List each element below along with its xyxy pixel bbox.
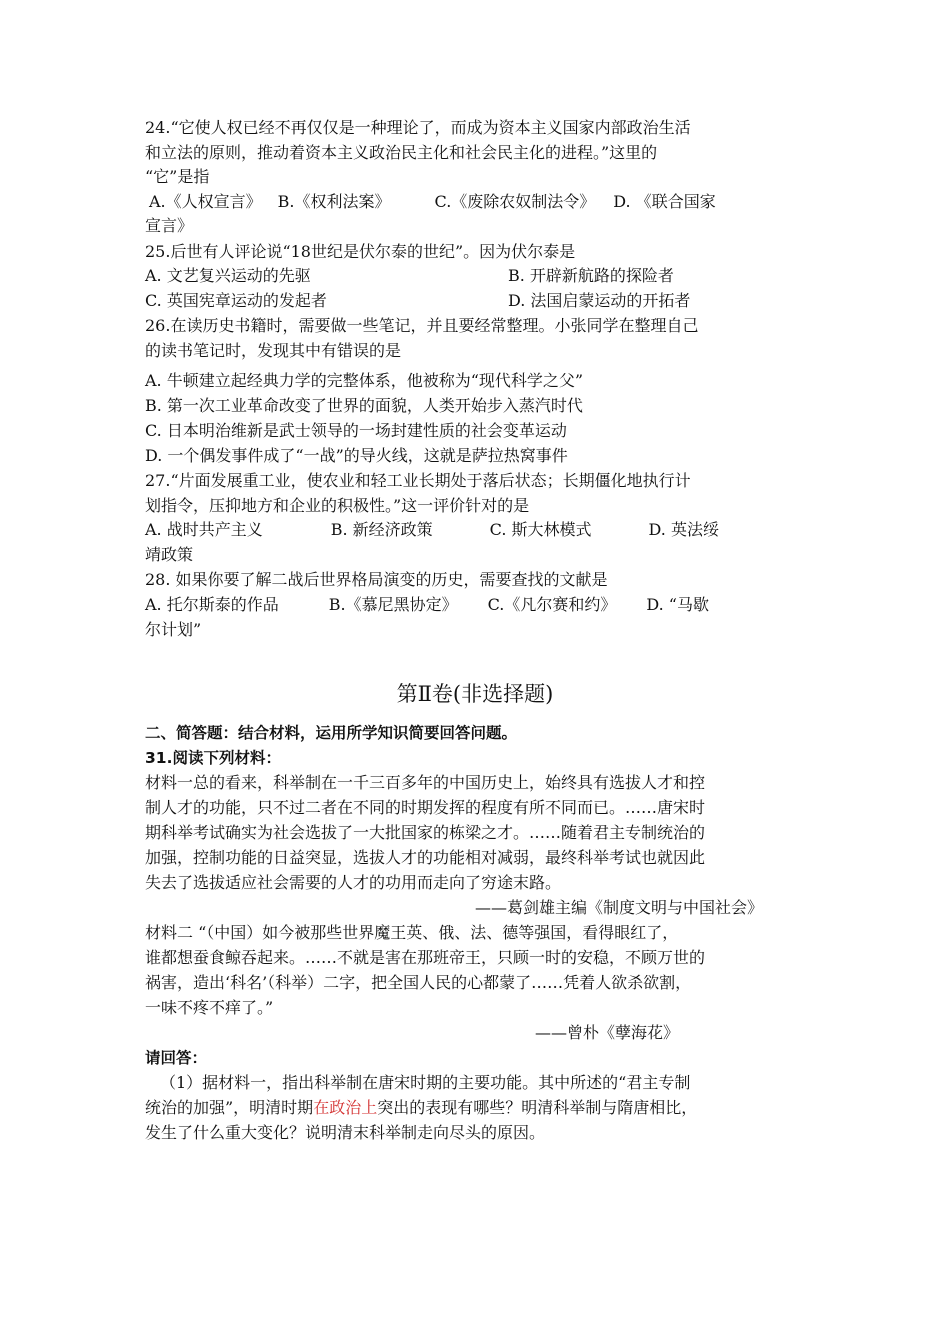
material1-line-5: 失去了选拔适应社会需要的人才的功用而走向了穷途末路。 <box>145 873 562 892</box>
q25-option-d: D. 法国启蒙运动的开拓者 <box>508 291 691 310</box>
material1-line-2: 制人才的功能，只不过二者在不同的时期发挥的程度有所不同而已。……唐宋时 <box>145 798 706 817</box>
q28-options <box>145 593 709 617</box>
q28-option-d: D. “马歇 <box>646 595 709 614</box>
q24-stem-line-3: “它”是指 <box>145 167 210 186</box>
material1-line-3: 期科举考试确实为社会选拔了一大批国家的栋梁之才。……随着君主专制统治的 <box>145 823 706 842</box>
q27-stem-line-1: 27.“片面发展重工业，使农业和轻工业长期处于落后状态；长期僵化地执行计 <box>145 471 691 490</box>
highlighted-phrase: 在政治上 <box>313 1098 378 1117</box>
material2-line-3: 祸害，造出‘科名’（科举）二字，把全国人民的心都蒙了……凭着人欲杀欲割， <box>145 973 692 992</box>
q24-options <box>149 190 716 214</box>
material2-line-1: 材料二 “（中国）如今被那些世界魔王英、俄、法、德等强国，看得眼红了， <box>145 923 679 942</box>
sub-question-1-line-2 <box>145 1096 697 1120</box>
q26-option-a: A. 牛顿建立起经典力学的完整体系，他被称为“现代科学之父” <box>145 371 584 390</box>
q27-option-d: D. 英法绥 <box>648 520 719 539</box>
q24-stem-line-2: 和立法的原则，推动着资本主义政治民主化和社会民主化的进程。”这里的 <box>145 143 658 162</box>
q25-option-c: C. 英国宪章运动的发起者 <box>145 291 327 310</box>
sub-question-1-line-3: 发生了什么重大变化？说明清末科举制走向尽头的原因。 <box>145 1123 546 1142</box>
q28-option-b: B.《慕尼黑协定》 <box>328 595 458 614</box>
q26-stem-line-2: 的读书笔记时，发现其中有错误的是 <box>145 341 402 360</box>
q27-options <box>145 518 719 542</box>
section-title: 第Ⅱ卷(非选择题) <box>396 682 554 706</box>
q25-option-a: A. 文艺复兴运动的先驱 <box>145 266 311 285</box>
q24-stem-line-1: 24.“它使人权已经不再仅仅是一种理论了，而成为资本主义国家内部政治生活 <box>145 118 691 137</box>
material1-line-4: 加强，控制功能的日益突显，选拔人才的功能相对减弱，最终科举考试也就因此 <box>145 848 706 867</box>
q28-option-a: A. 托尔斯泰的作品 <box>145 595 279 614</box>
q25-stem: 25.后世有人评论说“18世纪是伏尔泰的世纪”。因为伏尔泰是 <box>145 242 576 261</box>
q24-option-d-cont: 宣言》 <box>145 216 194 235</box>
q26-stem-line-1: 26.在读历史书籍时，需要做一些笔记，并且要经常整理。小张同学在整理自己 <box>145 316 699 335</box>
material2-line-2: 谁都想蚕食鲸吞起来。……不就是害在那班帝王，只顾一时的安稳，不顾万世的 <box>145 948 706 967</box>
q24-option-c: C.《废除农奴制法令》 <box>434 192 596 211</box>
material1-source: ——葛剑雄主编《制度文明与中国社会》 <box>475 898 764 917</box>
q28-option-d-cont: 尔计划” <box>145 620 202 639</box>
q26-option-c: C. 日本明治维新是武士领导的一场封建性质的社会变革运动 <box>145 421 567 440</box>
sub-question-1-line-1: （1）据材料一，指出科举制在唐宋时期的主要功能。其中所述的“君主专制 <box>160 1073 691 1092</box>
q27-option-a: A. 战时共产主义 <box>145 520 263 539</box>
q26-option-b: B. 第一次工业革命改变了世界的面貌，人类开始步入蒸汽时代 <box>145 396 583 415</box>
material1-line-1: 材料一总的看来，科举制在一千三百多年的中国历史上，始终具有选拔人才和控 <box>145 773 706 792</box>
q28-option-c: C.《凡尔赛和约》 <box>487 595 617 614</box>
q24-option-b: B.《权利法案》 <box>277 192 391 211</box>
q27-stem-line-2: 划指令，压抑地方和企业的积极性。”这一评价针对的是 <box>145 496 530 515</box>
material2-line-4: 一味不疼不痒了。” <box>145 998 274 1017</box>
answer-heading: 请回答： <box>145 1049 208 1067</box>
q27-option-c: C. 斯大林模式 <box>489 520 592 539</box>
part2-heading: 二、简答题：结合材料，运用所学知识简要回答问题。 <box>145 724 518 742</box>
q27-option-b: B. 新经济政策 <box>330 520 433 539</box>
material2-source: ——曾朴《孽海花》 <box>535 1023 680 1042</box>
q28-stem: 28. 如果你要了解二战后世界格局演变的历史，需要查找的文献是 <box>145 570 608 589</box>
q24-option-d: D. 《联合国家 <box>613 192 716 211</box>
sub-question-1-text-post: 突出的表现有哪些？明清科举制与隋唐相比， <box>377 1098 698 1117</box>
q24-option-a: A.《人权宣言》 <box>149 192 262 211</box>
q25-option-b: B. 开辟新航路的探险者 <box>508 266 674 285</box>
sub-question-1-text-pre: 统治的加强”，明清时期 <box>145 1098 314 1117</box>
q27-option-d-cont: 靖政策 <box>145 545 194 564</box>
q31-heading: 31.阅读下列材料： <box>145 749 281 767</box>
q26-option-d: D. 一个偶发事件成了“一战”的导火线，这就是萨拉热窝事件 <box>145 446 568 465</box>
